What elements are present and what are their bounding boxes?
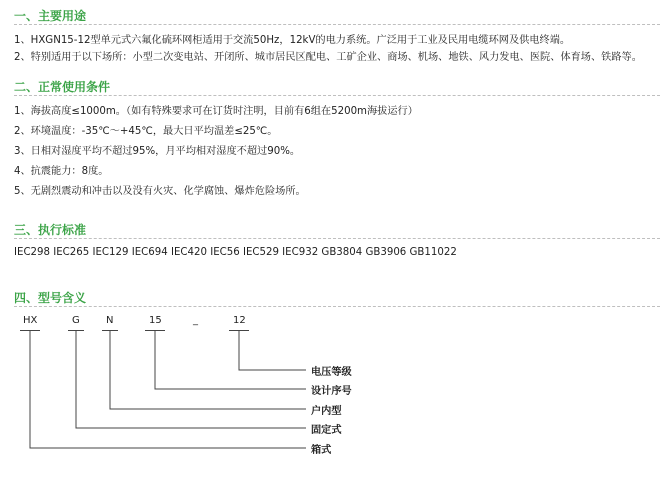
code-g: G: [72, 315, 80, 326]
condition-line-1: 1、海拔高度≤1000m。（如有特殊要求可在订货时注明，目前有6组在5200m海拔运行）: [14, 106, 418, 117]
legend-indoor-type: 户内型: [311, 406, 342, 417]
legend-voltage-level: 电压等级: [311, 367, 352, 378]
condition-line-2: 2、环境温度：-35℃～+45℃，最大日平均温差≤25℃。: [14, 126, 278, 137]
section-heading-model: 四、型号含义: [14, 291, 87, 305]
code-15: 15: [149, 315, 162, 326]
usage-line-1: 1、HXGN15-12型单元式六氟化硫环网柜适用于交流50Hz，12kV的电力系统。广泛用于工业及民用电缆环网及供电终端。: [14, 35, 571, 46]
standards-list: IEC298 IEC265 IEC129 IEC694 IEC420 IEC56 IEC529 IEC932 GB3804 GB3906 GB11022: [14, 247, 457, 258]
legend-box-type: 箱式: [311, 445, 332, 456]
legend-design-number: 设计序号: [311, 386, 352, 397]
legend-fixed-type: 固定式: [311, 425, 342, 436]
condition-line-5: 5、无剧烈震动和冲击以及没有火灾、化学腐蚀、爆炸危险场所。: [14, 186, 306, 197]
section-heading-standards: 三、执行标准: [14, 223, 87, 237]
code-separator: _: [193, 315, 198, 326]
code-12: 12: [233, 315, 246, 326]
code-hx: HX: [23, 315, 38, 326]
condition-line-3: 3、日相对湿度平均不超过95%，月平均相对湿度不超过90%。: [14, 146, 301, 157]
usage-line-2: 2、特别适用于以下场所：小型二次变电站、开闭所、城市居民区配电、工矿企业、商场、机场、地铁、风力发电、医院、体育场、铁路等。: [14, 52, 642, 63]
condition-line-4: 4、抗震能力：8度。: [14, 166, 109, 177]
section-heading-conditions: 二、正常使用条件: [14, 80, 111, 94]
code-n: N: [106, 315, 114, 326]
section-heading-usage: 一、主要用途: [14, 9, 87, 23]
